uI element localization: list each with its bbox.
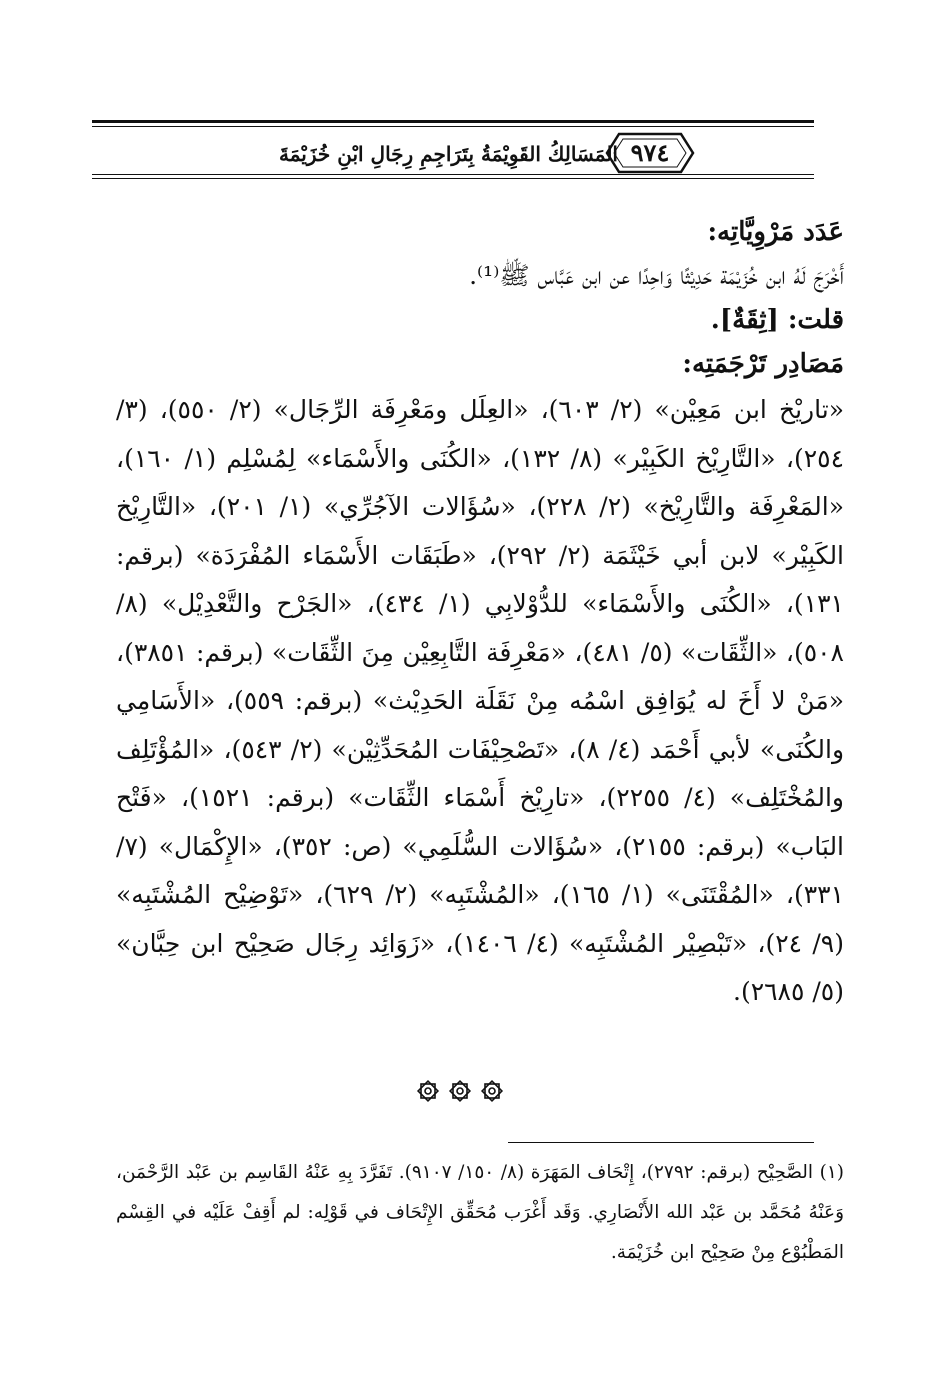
footnote-1: (١) الصَّحِيْح (برقم: ٢٧٩٢)، إِتْحَاف المَهَرَة (٨/ ١٥٠/ ٩١٠٧). تَفَرَّدَ بِهِ عَنْهُ القَاسِم بن عَبْد الرَّحْمَن، وَعَنْهُ مُحَمَّد بن عَبْد الله الأَنْصَارِي. وَقَد أَغْرَب مُحَقِّق الإِتْحَاف في قَوْلِه: لم أَقِفْ عَلَيْه في القِسْم المَطْبُوْع مِنْ صَحِيْح ابن خُزَيْمَة. xyxy=(116,1162,845,1263)
header-rule-top-thin xyxy=(92,126,814,127)
footnote-separator xyxy=(508,1142,814,1143)
page-number: ٩٧٤ xyxy=(630,138,670,167)
verdict-line: قلت: [ثِقَةٌ]. xyxy=(710,305,844,335)
page-header xyxy=(92,120,814,200)
biography-sources-list: «تاريْخ ابن مَعِيْن» (٢/ ٦٠٣)، «العِلَل ومَعْرِفَة الرِّجَال» (٢/ ٥٥٠)، (٣/ ٢٥٤)، «التَّارِيْخ الكَبِيْر» (٨/ ١٣٢)، «الكُنَى والأَسْمَاء» لِمُسْلِم (١/ ١٦٠)، «المَعْرِفَة والتَّارِيْخ» (٢/ ٢٢٨)، «سُؤَالات الآجُرِّي» (١/ ٢٠١)، «التَّارِيْخ الكَبِيْر» لابن أبي خَيْثَمَة (٢/ ٢٩٢)، «طَبَقَات الأَسْمَاء المُفْرَدَة» (برقم: ١٣١)، «الكُنَى والأَسْمَاء» للدُّوْلابِي (١/ ٤٣٤)، «الجَرْح والتَّعْدِيْل» (٨/ ٥٠٨)، «الثِّقَات» (٥/ ٤٨١)، «مَعْرِفَة التَّابِعِيْن مِنَ الثِّقَات» (برقم: ٣٨٥١)، «مَنْ لا أَخَ له يُوَافِق اسْمُه مِنْ نَقَلَة الحَدِيْث» (برقم: ٥٥٩)، «الأَسَامِي والكُنَى» لأبي أَحْمَد (٤/ ٨)، «تَصْحِيْفَات المُحَدِّثِيْن» (٢/ ٥٤٣)، «المُؤْتَلِف والمُخْتَلِف» (٤/ ٢٢٥٥)، «تارِيْخ أَسْمَاء الثِّقَات» (برقم: ١٥٢١)، «فَتْح البَاب» (برقم: ٢١٥٥)، «سُؤَالات السُّلَمِي» (ص: ٣٥٢)، «الإِكْمَال» (٧/ ٣٣١)، «المُقْتَنَى» (١/ ١٦٥)، «المُشْتَبِه» (٢/ ٦٢٩)، «تَوْضِيْح المُشْتَبِه» (٩/ ٢٤)، «تَبْصِيْر المُشْتَبِه» (٤/ ١٤٠٦)، «زَوَائِد رِجَال صَحِيْح ابن حِبَّان» (٥/ ٢٦٨٥). xyxy=(116,395,845,1006)
narrations-count-heading: عَدَد مَرْوِيَّاتِه: xyxy=(707,217,844,247)
header-rule-bottom xyxy=(92,174,814,175)
main-text xyxy=(116,210,844,1017)
header-rule-top xyxy=(92,120,814,123)
header-rule-bottom-thin xyxy=(92,178,814,179)
section-ornaments xyxy=(410,1078,510,1118)
running-title: المَسَالِكُ القَوِيْمَةُ بِتَرَاجِمِ رِجَالِ ابْنِ خُزَيْمَةَ xyxy=(279,142,618,166)
page-number-frame xyxy=(605,130,695,176)
biography-sources-heading: مَصَادِر تَرْجَمَتِه: xyxy=(682,349,844,379)
ornament-star-icon xyxy=(479,1078,505,1104)
ornament-star-icon xyxy=(415,1078,441,1104)
ornament-star-icon xyxy=(447,1078,473,1104)
narrations-count-text: أَخْرَجَ لَهُ ابن خُزَيْمَة حَدِيْثًا وَاحِدًا عن ابن عَبَّاس ﷺ⁽¹⁾. xyxy=(469,261,844,290)
